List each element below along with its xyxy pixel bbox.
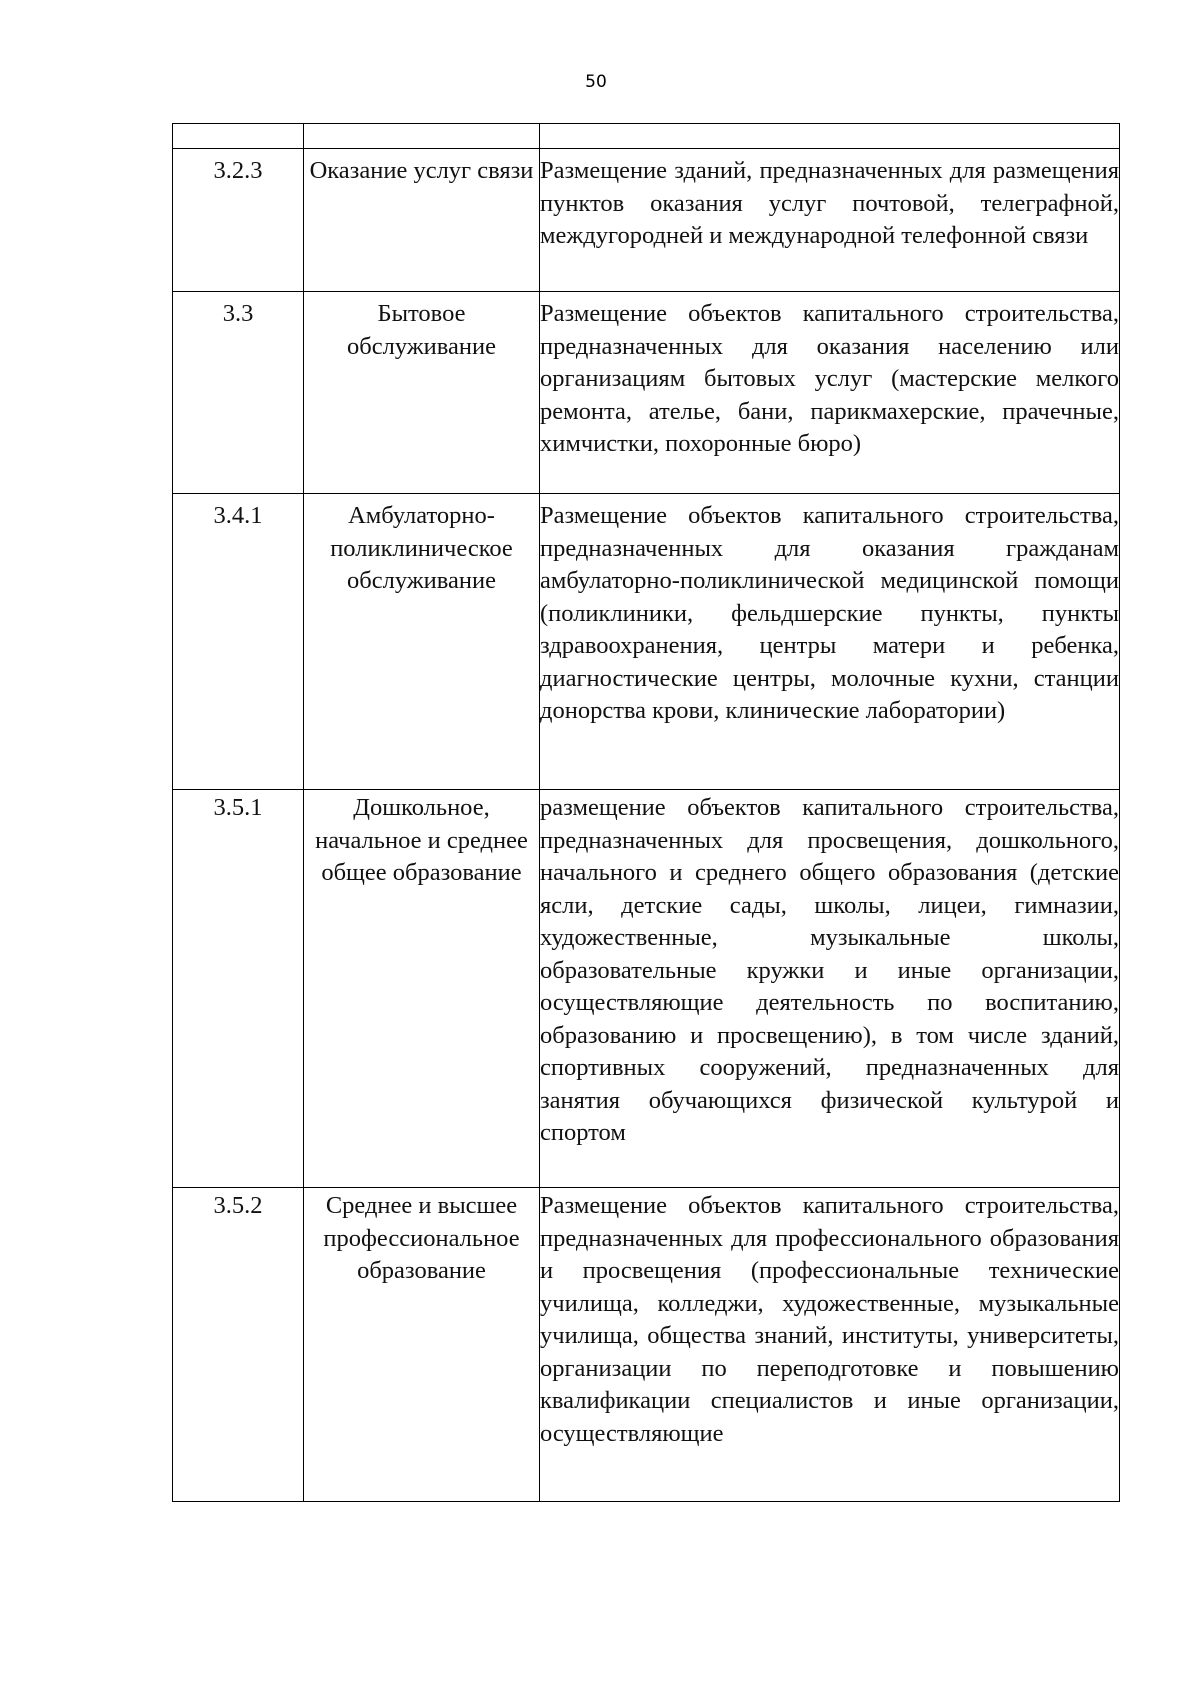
row-name: Оказание услуг связи <box>304 149 540 292</box>
table-header-row <box>173 124 1120 149</box>
row-code: 3.3 <box>173 292 304 494</box>
row-description: Размещение объектов капитального строительства, предназначенных для оказания гражданам амбулаторно-поликлинической медицинской помощи (поликлиники, фельдшерские пункты, пункты здравоохранения, центры матери и ребенка, диагностические центры, молочные кухни, станции донорства крови, клинические лаборатории) <box>540 494 1120 790</box>
table-row <box>173 1188 1120 1502</box>
table-row <box>173 292 1120 494</box>
table-row <box>173 149 1120 292</box>
row-description: Размещение объектов капитального строительства, предназначенных для профессионального образования и просвещения (профессиональные технические училища, колледжи, художественные, музыкальные училища, общества знаний, институты, университеты, организации по переподготовке и повышению квалификации специалистов и иные организации, осуществляющие <box>540 1188 1120 1502</box>
row-code: 3.5.1 <box>173 790 304 1188</box>
row-code: 3.4.1 <box>173 494 304 790</box>
row-name: Дошкольное, начальное и среднее общее образование <box>304 790 540 1188</box>
header-cell-name <box>304 124 540 149</box>
header-cell-description <box>540 124 1120 149</box>
header-cell-code <box>173 124 304 149</box>
table-row <box>173 790 1120 1188</box>
table-row <box>173 494 1120 790</box>
row-description: размещение объектов капитального строительства, предназначенных для просвещения, дошкольного, начального и среднего общего образования (детские ясли, детские сады, школы, лицеи, гимназии, художественные, музыкальные школы, образовательные кружки и иные организации, осуществляющие деятельность по воспитанию, образованию и просвещению), в том числе зданий, спортивных сооружений, предназначенных для занятия обучающихся физической культурой и спортом <box>540 790 1120 1188</box>
row-code: 3.5.2 <box>173 1188 304 1502</box>
row-code: 3.2.3 <box>173 149 304 292</box>
row-description: Размещение объектов капитального строительства, предназначенных для оказания населению или организациям бытовых услуг (мастерские мелкого ремонта, ателье, бани, парикмахерские, прачечные, химчистки, похоронные бюро) <box>540 292 1120 494</box>
row-name: Амбулаторно-поликлиническое обслуживание <box>304 494 540 790</box>
land-use-table <box>172 123 1120 1502</box>
row-name: Бытовое обслуживание <box>304 292 540 494</box>
page-number: 50 <box>585 72 607 92</box>
row-name: Среднее и высшее профессиональное образование <box>304 1188 540 1502</box>
row-description: Размещение зданий, предназначенных для размещения пунктов оказания услуг почтовой, телеграфной, междугородней и международной телефонной связи <box>540 149 1120 292</box>
